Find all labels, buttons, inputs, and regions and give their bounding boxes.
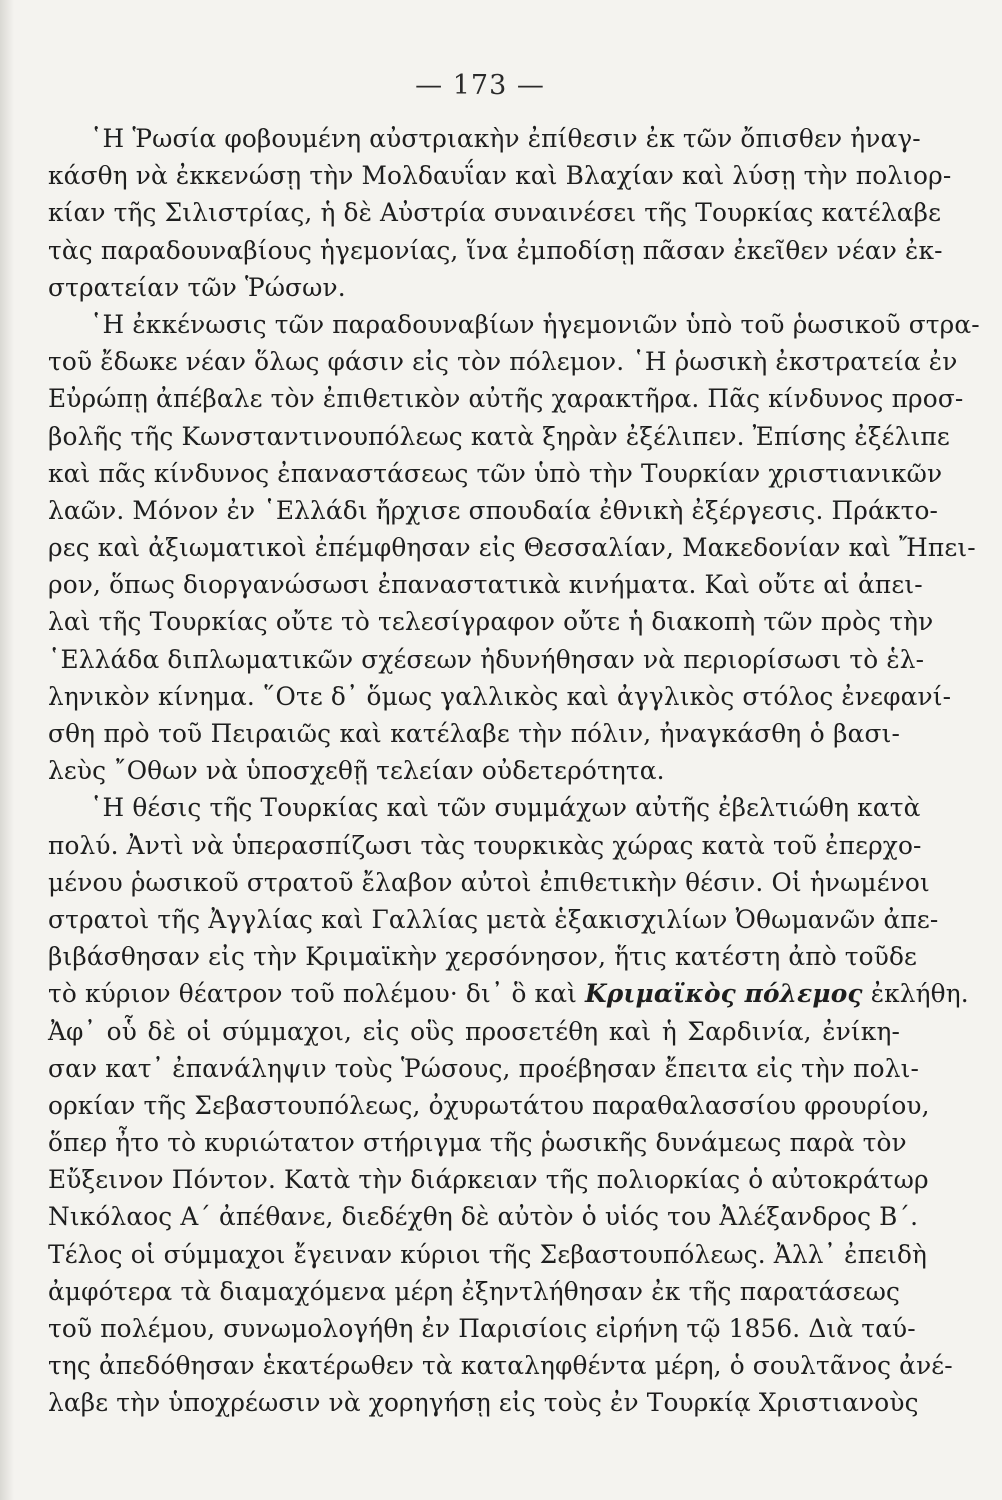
text-line: ορκίαν τῆς Σεβαστουπόλεως, ὀχυρωτάτου παραθαλασσίου φρουρίου,: [48, 1090, 930, 1120]
text-line: πολύ. Ἀντὶ νὰ ὑπερασπίζωσι τὰς τουρκικὰς χώρας κατὰ τοῦ ἐπερχο-: [48, 830, 922, 860]
text-line: Νικόλαος Α΄ ἀπέθανε, διεδέχθη δὲ αὐτὸν ὁ υἱός του Ἀλέξανδρος Β΄.: [48, 1202, 919, 1232]
text-line: σαν κατ᾽ ἐπανάληψιν τοὺς Ῥώσους, προέβησαν ἔπειτα εἰς τὴν πολι-: [48, 1053, 919, 1083]
text-line: Εὔξεινον Πόντον. Κατὰ τὴν διάρκειαν τῆς πολιορκίας ὁ αὐτοκράτωρ: [48, 1165, 929, 1195]
text-segment: τὸ κύριον θέατρον τοῦ πολέμου· δι᾽ ὃ καὶ: [48, 979, 577, 1009]
text-line: ῾Η ἐκκένωσις τῶν παραδουναβίων ἡγεμονιῶν ὑπὸ τοῦ ῥωσικοῦ στρα-: [90, 309, 980, 339]
body-text: [48, 120, 980, 1422]
text-line: της ἀπεδόθησαν ἑκατέρωθεν τὰ καταληφθέντα μέρη, ὁ σουλτᾶνος ἀνέ-: [48, 1351, 953, 1381]
text-line: τοῦ ἔδωκε νέαν ὅλως φάσιν εἰς τὸν πόλεμον. ῾Η ῥωσικὴ ἐκστρατεία ἐν: [48, 347, 958, 377]
text-line: ῾Ελλάδα διπλωματικῶν σχέσεων ἠδυνήθησαν νὰ περιορίσωσι τὸ ἑλ-: [48, 644, 925, 674]
text-line: Εὐρώπῃ ἀπέβαλε τὸν ἐπιθετικὸν αὐτῆς χαρακτῆρα. Πᾶς κίνδυνος προσ-: [48, 384, 964, 414]
text-line: λαβε τὴν ὑποχρέωσιν νὰ χορηγήσῃ εἰς τοὺς ἐν Τουρκίᾳ Χριστιανοὺς: [48, 1388, 919, 1418]
emphasized-term: Κριμαϊκὸς πόλεμος: [585, 979, 863, 1009]
text-line: καὶ πᾶς κίνδυνος ἐπαναστάσεως τῶν ὑπὸ τὴν Τουρκίαν χριστιανικῶν: [48, 458, 943, 488]
text-line: ῾Η Ῥωσία φοβουμένη αὐστριακὴν ἐπίθεσιν ἐκ τῶν ὄπισθεν ἠναγ-: [90, 124, 921, 153]
text-line: ρον, ὅπως διοργανώσωσι ἐπαναστατικὰ κινήματα. Καὶ οὔτε αἱ ἀπει-: [48, 570, 923, 600]
text-line: Τέλος οἱ σύμμαχοι ἔγειναν κύριοι τῆς Σεβαστουπόλεως. Ἀλλ᾽ ἐπειδὴ: [48, 1239, 928, 1269]
text-line: λαὶ τῆς Τουρκίας οὔτε τὸ τελεσίγραφον οὔτε ἡ διακοπὴ τῶν πρὸς τὴν: [48, 607, 934, 637]
text-line: λαῶν. Μόνον ἐν ῾Ελλάδι ἤρχισε σπουδαία ἐθνικὴ ἐξέργεσις. Πράκτο-: [48, 495, 939, 525]
text-line: λεὺς ῎Οθων νὰ ὑποσχεθῇ τελείαν οὐδετερότητα.: [48, 756, 665, 786]
text-line: σθη πρὸ τοῦ Πειραιῶς καὶ κατέλαβε τὴν πόλιν, ἠναγκάσθη ὁ βασι-: [48, 719, 900, 748]
text-line: ὅπερ ἦτο τὸ κυριώτατον στήριγμα τῆς ῥωσικῆς δυνάμεως παρὰ τὸν: [48, 1128, 907, 1158]
text-line: κίαν τῆς Σιλιστρίας, ἡ δὲ Αὐστρία συναινέσει τῆς Τουρκίας κατέλαβε: [48, 198, 942, 228]
text-line: βολῆς τῆς Κωνσταντινουπόλεως κατὰ ξηρὰν ἐξέλιπεν. Ἐπίσης ἐξέλιπε: [48, 421, 950, 451]
page-edge-shadow: [0, 0, 14, 1500]
text-line: μένου ῥωσικοῦ στρατοῦ ἔλαβον αὐτοὶ ἐπιθετικὴν θέσιν. Οἱ ἡνωμένοι: [48, 867, 930, 897]
page-number: — 173 —: [415, 70, 545, 101]
text-line-with-emphasis: [48, 975, 969, 1012]
text-line: βιβάσθησαν εἰς τὴν Κριμαϊκὴν χερσόνησον, ἥτις κατέστη ἀπὸ τοῦδε: [48, 942, 918, 972]
text-line: κάσθη νὰ ἐκκενώσῃ τὴν Μολδαυΐαν καὶ Βλαχίαν καὶ λύσῃ τὴν πολιορ-: [48, 161, 952, 191]
text-segment: ἐκλήθη.: [870, 979, 969, 1009]
text-line: ρες καὶ ἀξιωματικοὶ ἐπέμφθησαν εἰς Θεσσαλίαν, Μακεδονίαν καὶ Ἤπει-: [48, 533, 976, 563]
text-line: στρατοὶ τῆς Ἀγγλίας καὶ Γαλλίας μετὰ ἑξακισχιλίων Ὀθωμανῶν ἀπε-: [48, 904, 939, 934]
text-line: Ἀφ᾽ οὗ δὲ οἱ σύμμαχοι, εἰς οὓς προσετέθη καὶ ἡ Σαρδινία, ἐνίκη-: [48, 1016, 900, 1046]
text-line: ῾Η θέσις τῆς Τουρκίας καὶ τῶν συμμάχων αὐτῆς ἐβελτιώθη κατὰ: [90, 793, 921, 823]
text-line: τὰς παραδουναβίους ἡγεμονίας, ἵνα ἐμποδίσῃ πᾶσαν ἐκεῖθεν νέαν ἐκ-: [48, 235, 943, 265]
text-line: ἀμφότερα τὰ διαμαχόμενα μέρη ἐξηντλήθησαν ἐκ τῆς παρατάσεως: [48, 1276, 900, 1306]
text-line: τοῦ πολέμου, συνωμολογήθη ἐν Παρισίοις εἰρήνη τῷ 1856. Διὰ ταύ-: [48, 1314, 916, 1343]
text-line: ληνικὸν κίνημα. ῞Οτε δ᾽ ὅμως γαλλικὸς καὶ ἀγγλικὸς στόλος ἐνεφανί-: [48, 681, 952, 711]
text-line: στρατείαν τῶν Ῥώσων.: [48, 272, 346, 302]
